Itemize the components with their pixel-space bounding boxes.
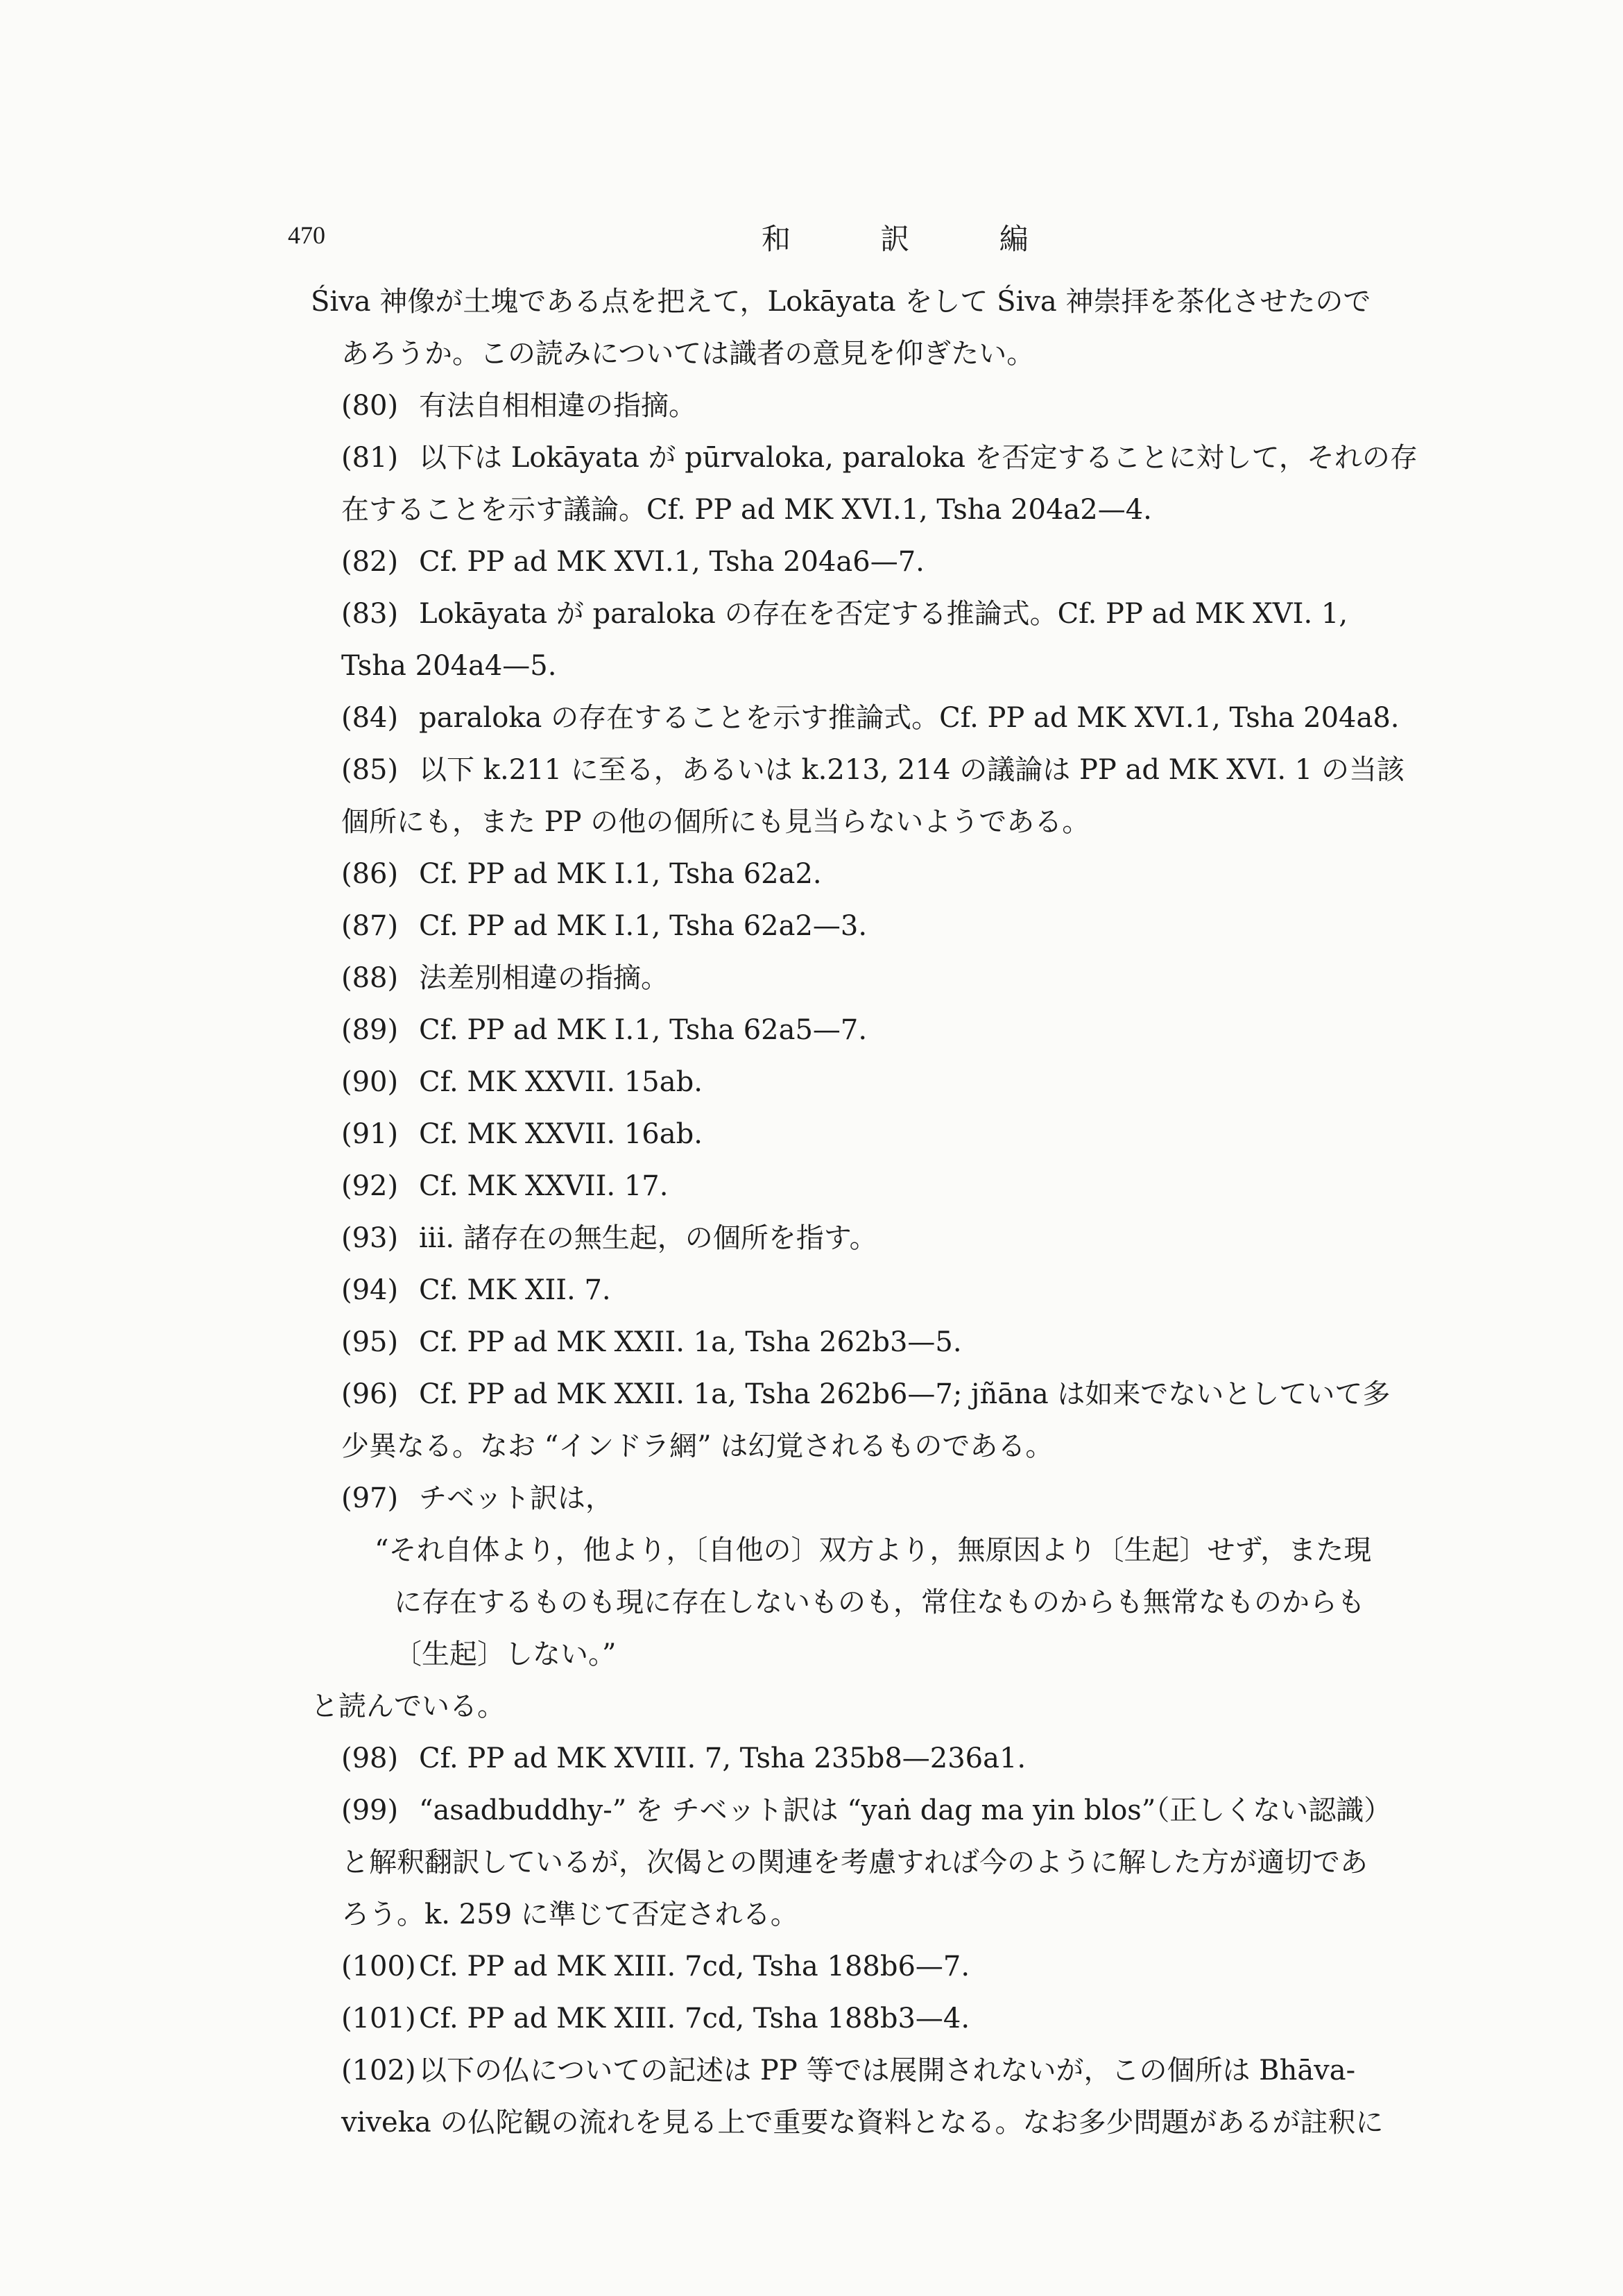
footnote-line (311, 432, 1483, 484)
footnote-line (311, 1213, 1483, 1265)
footnote-line (311, 1941, 1483, 1993)
continuation-line: Tsha 204a4—5. (341, 650, 557, 682)
quote-line: に存在するものも現に存在しないものも，常住なものからも無常なものからも (394, 1586, 1365, 1618)
footnote-text: Cf. PP ad MK XVIII. 7, Tsha 235b8—236a1. (419, 1742, 1027, 1774)
footnote-text: 法差別相違の指摘。 (419, 962, 669, 994)
continuation-line: Śiva 神像が土塊である点を把えて，Lokāyata をして Śiva 神崇拝を茶化させたので (311, 286, 1371, 318)
footnote-number: (88) (341, 962, 399, 994)
footnote-text: Cf. PP ad MK I.1, Tsha 62a2. (419, 858, 822, 890)
footnote-line (311, 1993, 1483, 2045)
footnote-text: 以下 k.211 に至る，あるいは k.213, 214 の議論は PP ad MK XVI. 1 の当該 (419, 754, 1405, 786)
continuation-line: ろう。k. 259 に準じて否定される。 (341, 1899, 798, 1930)
continuation-line: 少異なる。なお “インドラ網” は幻覚されるものである。 (341, 1430, 1054, 1462)
footnote-text: 以下の仏についての記述は PP 等では展開されないが，この個所は Bhāva- (419, 2055, 1356, 2087)
footnote-line (311, 1004, 1483, 1056)
footnote-number: (93) (341, 1222, 399, 1254)
continuation-line: 個所にも，また PP の他の個所にも見当らないようである。 (341, 806, 1090, 838)
footnote-number: (92) (341, 1170, 399, 1202)
footnote-line (311, 1369, 1483, 1421)
footnote-number: (80) (341, 390, 399, 422)
footnote-number: (81) (341, 442, 399, 474)
footnote-number: (100) (341, 1951, 416, 1982)
footnote-number: (98) (341, 1742, 399, 1774)
quote-line: “それ自体より，他より，〔自他の〕双方より，無原因より〔生起〕せず，また現 (375, 1534, 1372, 1566)
footnote-text: Cf. MK XXVII. 17. (419, 1170, 669, 1202)
footnote-number: (95) (341, 1326, 399, 1358)
footnote-text: チベット訳は， (419, 1482, 613, 1514)
footnote-text: “asadbuddhy-” を チベット訳は “yaṅ dag ma yin blos”（正しくない認識） (419, 1794, 1392, 1826)
footnote-line (311, 1733, 1483, 1785)
continuation-line: あろうか。この読みについては識者の意見を仰ぎたい。 (341, 338, 1035, 370)
footnote-number: (86) (341, 858, 399, 890)
footnote-text: Cf. MK XII. 7. (419, 1274, 611, 1306)
footnote-line (311, 2045, 1483, 2097)
footnote-number: (99) (341, 1794, 399, 1826)
footnote-line (311, 900, 1483, 952)
footnote-number: (91) (341, 1118, 399, 1150)
footnote-text: Cf. PP ad MK XVI.1, Tsha 204a6—7. (419, 546, 925, 578)
footnote-text: 有法自相相違の指摘。 (419, 390, 696, 422)
footnote-number: (85) (341, 754, 399, 786)
footnote-text: Lokāyata が paraloka の存在を否定する推論式。Cf. PP ad MK XVI. 1, (419, 598, 1348, 630)
footnote-line (311, 536, 1483, 588)
footnote-text: Cf. PP ad MK XXII. 1a, Tsha 262b6—7; jñāna は如来でないとしていて多 (419, 1378, 1391, 1410)
continuation-line: と読んでいる。 (311, 1690, 505, 1722)
footnote-line (311, 1056, 1483, 1108)
footnote-text: Cf. PP ad MK XXII. 1a, Tsha 262b3—5. (419, 1326, 962, 1358)
footnote-text: paraloka の存在することを示す推論式。Cf. PP ad MK XVI.1, Tsha 204a8. (419, 702, 1400, 734)
footnote-number: (94) (341, 1274, 399, 1306)
footnote-line (311, 692, 1483, 744)
continuation-line: viveka の仏陀観の流れを見る上で重要な資料となる。なお多少問題があるが註釈に (341, 2107, 1384, 2139)
footnote-number: (89) (341, 1014, 399, 1046)
page-number: 470 (288, 221, 325, 249)
footnote-line (311, 1473, 1483, 1525)
footnote-text: Cf. PP ad MK I.1, Tsha 62a2—3. (419, 910, 868, 942)
footnote-text: iii. 諸存在の無生起，の個所を指す。 (419, 1222, 877, 1254)
notes-body (311, 276, 1483, 2149)
footnote-number: (90) (341, 1066, 399, 1098)
footnote-number: (96) (341, 1378, 399, 1410)
footnote-line (311, 380, 1483, 432)
quote-line: 〔生起〕しない。” (394, 1638, 617, 1670)
footnote-text: Cf. PP ad MK XIII. 7cd, Tsha 188b3—4. (419, 2003, 970, 2034)
footnote-text: Cf. PP ad MK I.1, Tsha 62a5—7. (419, 1014, 868, 1046)
continuation-line: と解釈翻訳しているが，次偈との関連を考慮すれば今のように解した方が適切であ (341, 1847, 1368, 1878)
footnote-line (311, 1108, 1483, 1160)
footnote-line (311, 848, 1483, 900)
footnote-text: 以下は Lokāyata が pūrvaloka, paraloka を否定することに対して，それの存 (419, 442, 1418, 474)
footnote-text: Cf. MK XXVII. 15ab. (419, 1066, 703, 1098)
footnote-line (311, 1785, 1483, 1837)
footnote-text: Cf. PP ad MK XIII. 7cd, Tsha 188b6—7. (419, 1951, 970, 1982)
footnote-text: Cf. MK XXVII. 16ab. (419, 1118, 703, 1150)
continuation-line: 在することを示す議論。Cf. PP ad MK XVI.1, Tsha 204a2—4. (341, 494, 1152, 526)
footnote-line (311, 1160, 1483, 1213)
running-head: 和 訳 編 (762, 222, 1069, 256)
footnote-number: (97) (341, 1482, 399, 1514)
footnote-number: (87) (341, 910, 399, 942)
footnote-line (311, 744, 1483, 796)
footnote-number: (102) (341, 2055, 416, 2087)
footnote-number: (101) (341, 2003, 416, 2034)
footnote-number: (84) (341, 702, 399, 734)
footnote-number: (83) (341, 598, 399, 630)
footnote-line (311, 588, 1483, 640)
footnote-line (311, 952, 1483, 1004)
footnote-line (311, 1265, 1483, 1317)
footnote-line (311, 1317, 1483, 1369)
footnote-number: (82) (341, 546, 399, 578)
